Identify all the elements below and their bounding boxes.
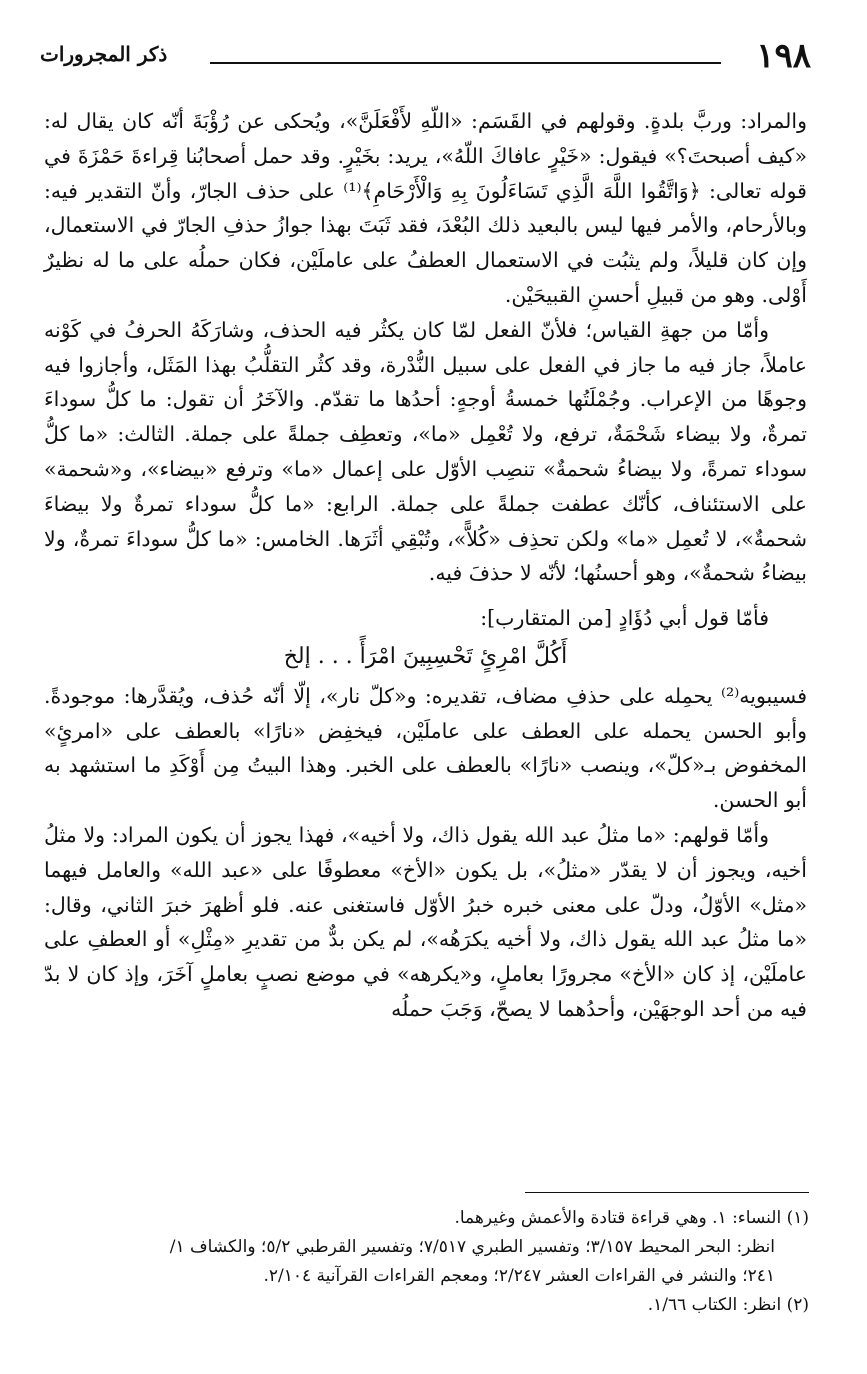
paragraph-poem-intro: فأمّا قول أبي دُؤَادٍ [من المتقارب]:	[480, 606, 769, 631]
verse-line: أَكُلَّ امْرِئٍ تَحْسِبِينَ امْرَأً . . . إلخ	[283, 643, 568, 669]
header-rule	[210, 62, 721, 64]
footnote-1-continued: انظر: البحر المحيط ٣/١٥٧؛ وتفسير الطبري ٧/٥١٧؛ وتفسير القرطبي ٥/٢؛ والكشاف ١/	[169, 1237, 775, 1257]
footnotes	[40, 1204, 809, 1320]
page-number: ١٩٨	[756, 36, 811, 76]
running-title: ذكر المجرورات	[40, 42, 168, 66]
main-text	[44, 104, 807, 1027]
paragraph-2: وأمّا من جهةِ القياس؛ فلأنّ الفعل لمّا كان يكثُر فيه الحذف، وشارَكَهُ الحرفُ في كَوْنه عاملاً، جاز فيه ما جاز في الفعل على سبيل النُّدْرة، وقد كثُر التقلُّبُ بهذا المَثَل، وأجازوا فيه وجوهًا من الإعراب. وجُمْلَتُها خمسةُ أوجهٍ: أحدُها ما تقدّم. والآخَرُ أن تقول: ما كلُّ سوداءَ تمرةٌ، ولا بيضاء شَحْمَةٌ، ترفع، ولا تُعْمِل «ما»، وتعطِف جملةً على جملة. الثالث: «ما كلُّ سوداء تمرةً، ولا بيضاءُ شحمةٌ» تنصِب الأوّل على إعمال «ما» وترفع «بيضاء»، و«شحمة» على الاستئناف، كأنّك عطفت جملةً على جملة. الرابع: «ما كلُّ سوداء تمرةٌ ولا بيضاءَ شحمةٌ»، لا تُعمِل «ما» ولكن تحذِف «كُلاًّ»، وتُبْقِي أثَرَها. الخامس: «ما كلُّ سوداءَ تمرةٌ، ولا بيضاءُ شحمةٌ»، وهو أحسنُها؛ لأنّه لا حذفَ فيه.	[44, 317, 807, 586]
footnote-1-continued-2: ٢٤١؛ والنشر في القراءات العشر ٢/٢٤٧؛ ومعجم القراءات القرآنية ٢/١٠٤.	[263, 1266, 775, 1286]
page-header	[40, 36, 811, 76]
footnote-2: (٢) انظر: الكتاب ١/٦٦.	[647, 1295, 809, 1315]
paragraph-5: وأمّا قولهم: «ما مثلُ عبد الله يقول ذاك، ولا أخيه»، فهذا يجوز أن يكون المراد: ولا مثلُ أخيه، ويجوز أن لا يقدّر «مثلُ»، بل يكون «الأخ» معطوفًا على «عبد الله» والعامل فيهما «مثل» الأوّلُ، ودلّ على معنى خبره خبرُ الأوّل فاستغنى عنه. فلو أظهرَ خبرَ الثاني، وقال: «ما مثلُ عبد الله يقول ذاك، ولا أخيه يكرَهُه»، لم يكن بدٌّ من تقديرِ «مِثْلِ» أو العطفِ على عاملَيْن، إذ كان «الأخ» مجرورًا بعاملٍ، و«يكرهه» في موضع نصبٍ بعاملٍ آخَرَ، وإذ كان لا بدّ فيه من أحد الوجهَيْن، وأحدُهما لا يصحّ، وَجَبَ حملُه	[44, 822, 807, 1021]
footnote-1: (١) النساء: ١. وهي قراءة قتادة والأعمش وغيرهما.	[454, 1208, 809, 1228]
paragraph-1: والمراد: وربَّ بلدةٍ. وقولهم في القَسَم: «اللّهِ لأَفْعَلَنَّ»، ويُحكى عن رُؤْبَةَ أنّه كان يقال له: «كيف أصبحتَ؟» فيقول: «خَيْرٍ عافاكَ اللّهُ»، يريد: بخَيْرٍ. وقد حمل أصحابُنا قِراءةَ حَمْزَةَ في قوله تعالى: ﴿وَاتَّقُوا اللَّهَ الَّذِي تَسَاءَلُونَ بِهِ وَالْأَرْحَامِ﴾⁽¹⁾ على حذف الجارّ، وأنّ التقدير فيه: وبالأرحام، والأمر فيها ليس بالبعيد ذلك البُعْدَ، فقد ثَبَتَ بهذا جوازُ حذفِ الجارّ في الاستعمال، وإن كان قليلاً، ولم يثبُت في الاستعمال العطفُ على عاملَيْن، فكان حملُه على ما له نظيرٌ أَوْلى. وهو من قبيلِ أحسنِ القبيحَيْن.	[44, 109, 807, 307]
footnote-separator	[525, 1192, 809, 1193]
paragraph-4: فسيبويه⁽²⁾ يحمِله على حذفِ مضاف، تقديره: و«كلّ نار»، إلّا أنّه حُذف، ويُقدَّرها: موجودةً. وأبو الحسن يحمله على العطف على عاملَيْن، فيخفِض «نارًا» بالعطف على «امرئٍ» المخفوض بـ«كلّ»، وينصب «نارًا» بالعطف على الخبر. وهذا البيتُ مِن أَوْكَدِ ما استشهد به أبو الحسن.	[44, 683, 807, 813]
